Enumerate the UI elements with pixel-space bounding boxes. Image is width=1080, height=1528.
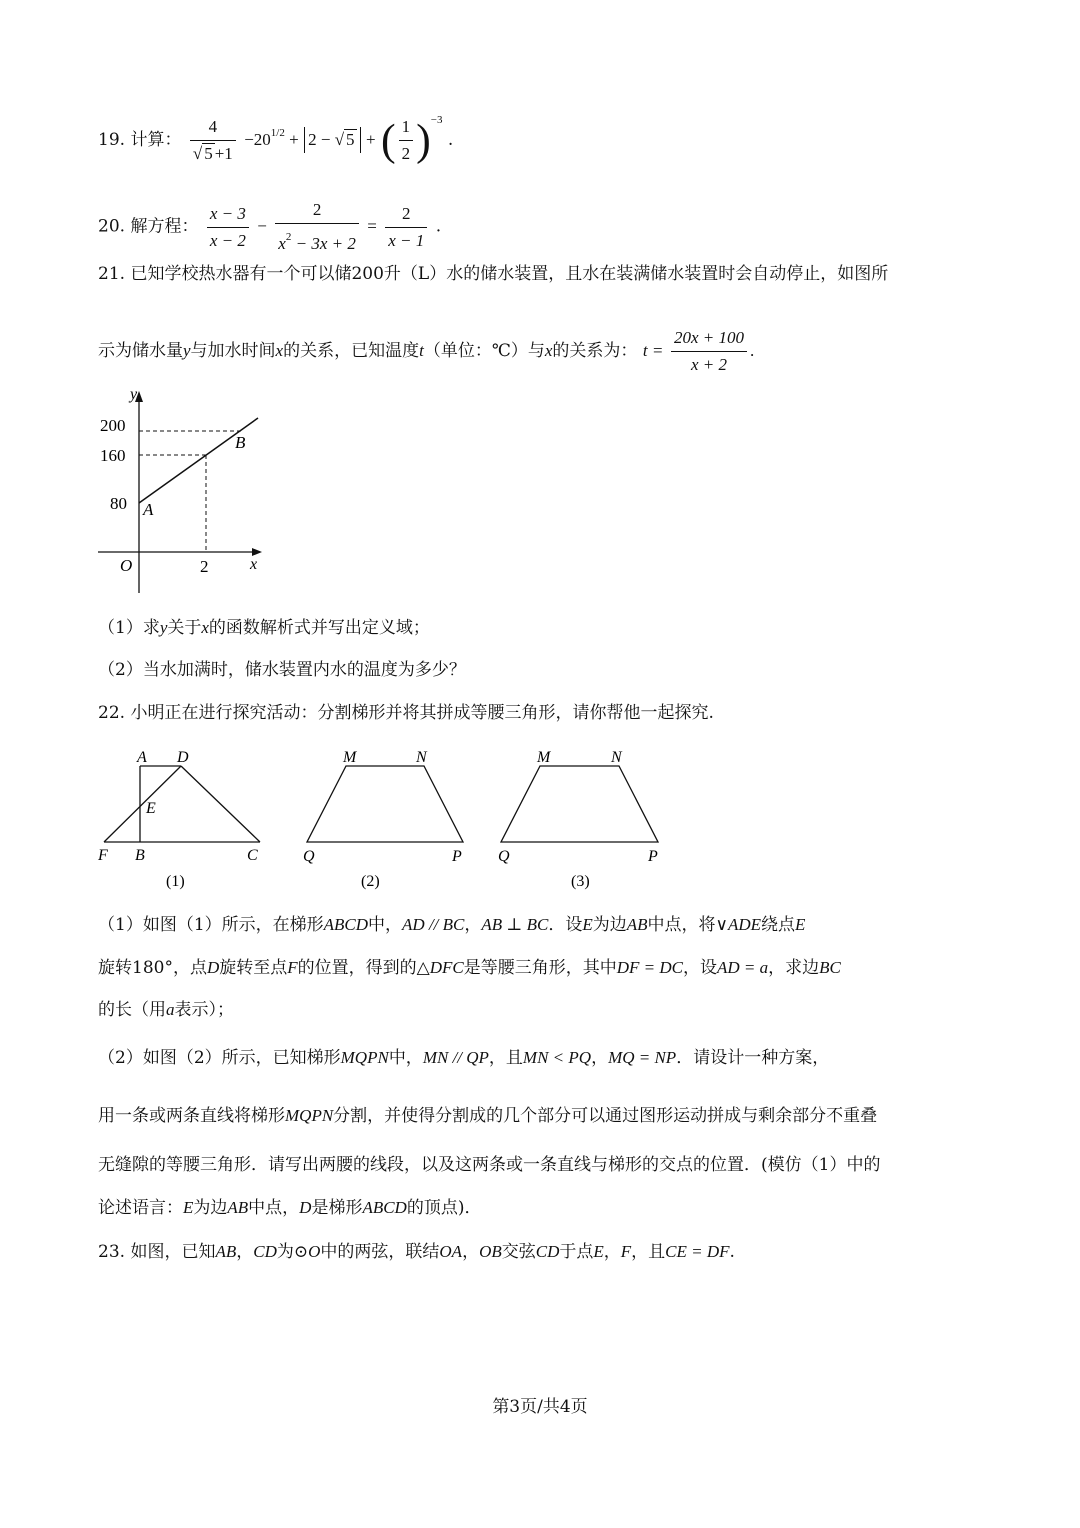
- tick-200: 200: [100, 416, 126, 435]
- t: 为边: [193, 1198, 228, 1218]
- fig2-label-n: N: [416, 749, 427, 766]
- q22-number: 22.: [98, 703, 126, 723]
- t: 是梯形: [311, 1198, 363, 1218]
- t: ，设: [682, 958, 717, 978]
- t: 旋转至点: [219, 958, 288, 978]
- point-a-label: A: [143, 500, 154, 519]
- q22-intro: 小明正在进行探究活动：分割梯形并将其拼成等腰三角形，请你帮他一起探究.: [130, 703, 714, 723]
- fig1-label-e: E: [146, 800, 156, 817]
- t: ，: [462, 1242, 480, 1262]
- q21-graph: [90, 385, 275, 600]
- q19-number: 19.: [98, 130, 126, 150]
- t: 中点，: [248, 1198, 300, 1218]
- t: ，且: [631, 1242, 666, 1262]
- q22-p1-line3: 的长（用a表示）；: [98, 1000, 234, 1020]
- y-axis-label: y: [130, 386, 138, 403]
- fig1-caption: (1): [166, 873, 185, 890]
- q21-part1c: 的函数解析式并写出定义域；: [208, 618, 430, 638]
- fig3-caption: (3): [571, 873, 590, 890]
- t: 是等腰三角形，其中: [463, 958, 617, 978]
- fig3-label-n: N: [611, 749, 622, 766]
- q21-text2a: 示为储水量: [98, 341, 183, 361]
- origin-label: O: [120, 556, 133, 575]
- q21-text2e: 的关系为：: [552, 341, 638, 361]
- fig2-caption: (2): [361, 873, 380, 890]
- q21-part2: [98, 658, 466, 682]
- tick-x-2: 2: [200, 557, 209, 576]
- q19-absolute: 2 − √ 5: [304, 127, 360, 153]
- q21-part1b: 关于: [167, 618, 202, 638]
- t: 为⊙: [276, 1242, 309, 1262]
- t: 分割，并使得分割成的几个部分可以通过图形运动拼成与剩余部分不重叠: [333, 1106, 878, 1126]
- q20-label: 解方程：: [130, 216, 199, 237]
- q21-formula: $\frac{20x + 100}{x + 2}$: [671, 325, 747, 378]
- q20-fraction-1: $\frac{x - 3}{x - 2}$: [207, 201, 249, 254]
- tick-80: 80: [110, 494, 127, 513]
- q21-text1: 已知学校热水器有一个可以储200升（L）水的储水装置，且水在装满储水装置时会自动停止，如图所: [130, 264, 889, 284]
- t: 中，: [368, 915, 403, 935]
- t: 于点: [559, 1242, 594, 1262]
- fig3-label-m: M: [537, 749, 551, 766]
- q22-p2-line1: （2）如图（2）所示，已知梯形MQPN中，MN // QP，且MN < PQ，MQ = NP．请设计一种方案，: [98, 1048, 830, 1068]
- t: ，: [591, 1048, 609, 1068]
- fig1-label-a: A: [137, 749, 147, 766]
- t: （2）如图（2）所示，已知梯形: [98, 1048, 341, 1068]
- q20-fraction-2: $\frac{2}{x^2 - 3x + 2}$: [275, 197, 359, 257]
- t: ，且: [488, 1048, 523, 1068]
- q23-line: 23. 如图，已知AB，CD为⊙O中的两弦，联结OA，OB交弦CD于点E，F，且CE = DF.: [98, 1242, 735, 1262]
- t: ，求边: [768, 958, 820, 978]
- q21-part2-text: （2）当水加满时，储水装置内水的温度为多少？: [98, 660, 466, 680]
- q21-text2b: 与加水时间: [190, 341, 276, 361]
- q19-label: 计算：: [130, 130, 182, 150]
- figure-2: [307, 766, 463, 842]
- t: ．设: [548, 915, 583, 935]
- page-footer: 第3页/共4页: [492, 1397, 588, 1417]
- q21-part1a: （1）求: [98, 618, 160, 638]
- t: 的长（用: [98, 1000, 166, 1020]
- q21-text2c: 的关系，已知温度: [283, 341, 420, 361]
- q20-tail: .: [435, 216, 442, 237]
- t: ，: [603, 1242, 621, 1262]
- q22-figures: [90, 742, 680, 894]
- point-b-label: B: [235, 433, 246, 452]
- q21-number: 21.: [98, 264, 126, 284]
- t: 中的两弦，联结: [320, 1242, 440, 1262]
- t: 绕点: [761, 915, 796, 935]
- tick-160: 160: [100, 446, 126, 465]
- q21-part1: （1）求y关于x的函数解析式并写出定义域；: [98, 618, 430, 638]
- t: 表示）；: [174, 1000, 234, 1020]
- t: （1）如图（1）所示，在梯形: [98, 915, 324, 935]
- t: ，: [236, 1242, 254, 1262]
- q22-p2-line2: 用一条或两条直线将梯形MQPN分割，并使得分割成的几个部分可以通过图形运动拼成与剩余部分不重叠: [98, 1106, 878, 1126]
- q22-p1-line2: 旋转180°，点D旋转至点F的位置，得到的△DFC是等腰三角形，其中DF = DC，设AD = a，求边BC: [98, 958, 841, 978]
- q22-p2-line4: 论述语言：E为边AB中点，D是梯形ABCD的顶点)．: [98, 1198, 482, 1218]
- t: ．请设计一种方案，: [676, 1048, 830, 1068]
- q22-p1-line1: （1）如图（1）所示，在梯形ABCD中，AD // BC，AB ⊥ BC．设E为边AB中点，将∨ADE绕点E: [98, 915, 806, 935]
- fig1-label-d: D: [177, 749, 189, 766]
- fig1-label-b: B: [135, 847, 145, 864]
- t: 旋转180°，点: [98, 958, 207, 978]
- q19-fraction: $\frac{4}{√ 5 +1}$: [190, 114, 236, 167]
- t: 中，: [388, 1048, 423, 1068]
- fig3-label-p: P: [648, 848, 658, 865]
- t: 论述语言：: [98, 1198, 183, 1218]
- t: 为边: [592, 915, 627, 935]
- q19-line: 19. 计算： $\frac{4}{√ 5 +1}$ $-20^{1/2} + 2$ − √ 5 + ( $\frac{1}{2}$ )$^{-3}$ .: [98, 108, 453, 167]
- t: 的顶点)．: [406, 1198, 482, 1218]
- q20-fraction-3: $\frac{2}{x - 1}$: [385, 201, 427, 254]
- q21-line2: 示为储水量y与加水时间x的关系，已知温度t（单位：℃）与x的关系为： t = $\frac{20x + 100}{x + 2}$ .: [98, 325, 754, 378]
- q20-line: 20. 解方程： $\frac{x - 3}{x - 2}$ − $\frac{2}{x^2 - 3x + 2}$ = $\frac{2}{x - 1}$ .: [98, 197, 441, 257]
- q19-term2: $-20^{1/2}$ +: [244, 127, 299, 149]
- fig2-label-m: M: [343, 749, 357, 766]
- q22-p2-line3: [98, 1153, 880, 1177]
- fig3-label-q: Q: [498, 848, 510, 865]
- q19-tail: .: [447, 130, 454, 150]
- fig1-label-c: C: [247, 847, 258, 864]
- t: 交弦: [501, 1242, 536, 1262]
- figure-1: [104, 766, 260, 842]
- t: 用一条或两条直线将梯形: [98, 1106, 285, 1126]
- t: .: [729, 1242, 735, 1262]
- t: 如图，已知: [130, 1242, 216, 1262]
- fig1-label-f: F: [98, 847, 108, 864]
- t: ，: [464, 915, 482, 935]
- fig2-label-p: P: [452, 848, 462, 865]
- t: 的位置，得到的: [297, 958, 417, 978]
- q21-line1: [98, 262, 888, 286]
- q23-number: 23.: [98, 1242, 126, 1262]
- t: 中点，将: [647, 915, 716, 935]
- q20-number: 20.: [98, 216, 126, 237]
- fig2-label-q: Q: [303, 848, 315, 865]
- q22-intro-line: [98, 701, 714, 725]
- q19-half: $\frac{1}{2}$: [399, 114, 414, 167]
- x-axis-label: x: [250, 556, 258, 573]
- q21-text2d: （单位：℃）与: [423, 341, 545, 361]
- figure-3: [501, 766, 658, 842]
- t: 无缝隙的等腰三角形．请写出两腰的线段，以及这两条或一条直线与梯形的交点的位置．(模仿（1）中的: [98, 1155, 881, 1175]
